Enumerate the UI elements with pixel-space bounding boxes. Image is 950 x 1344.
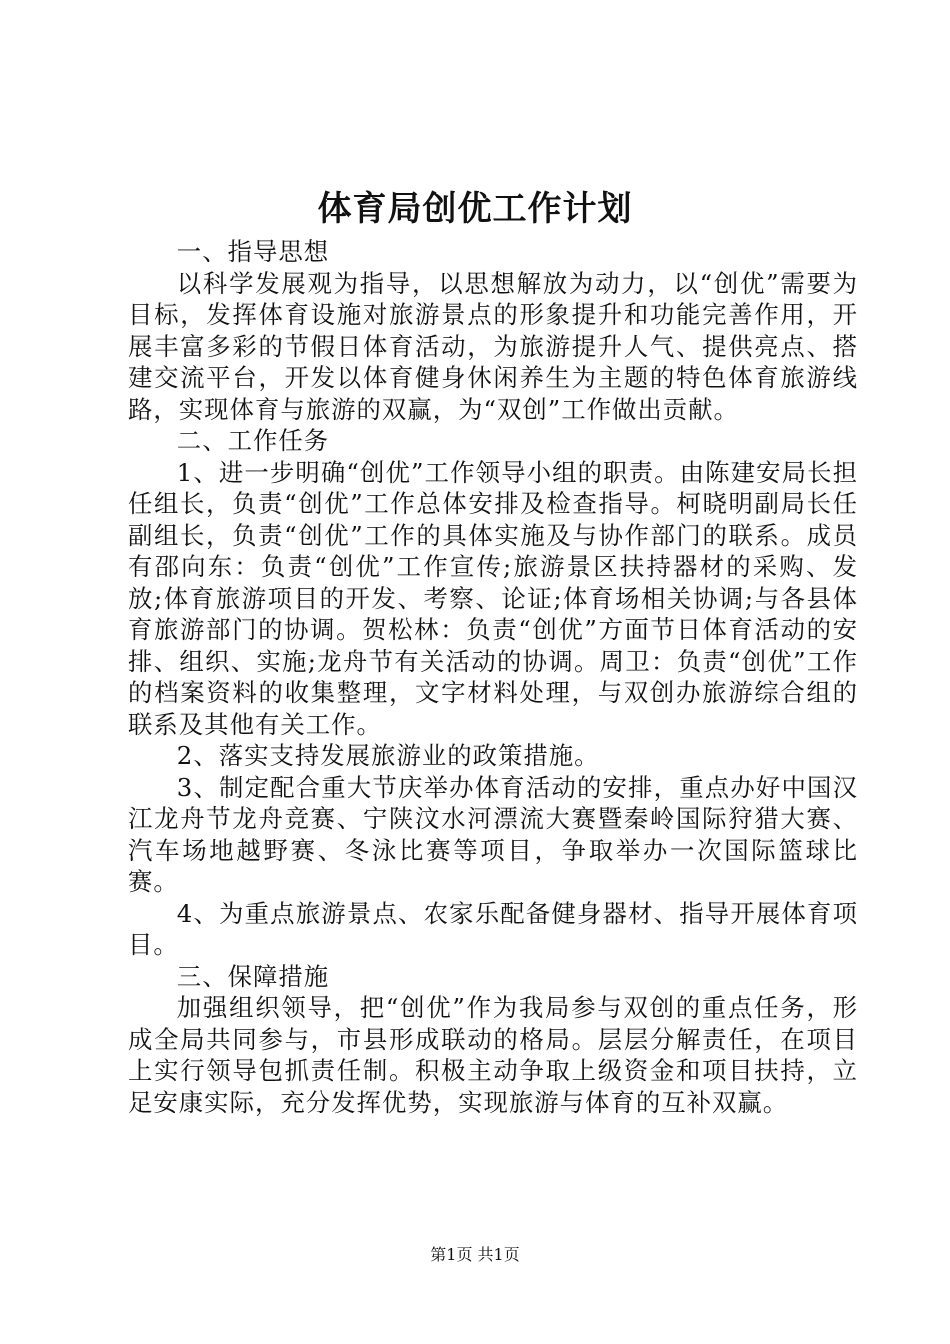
- paragraph-task-4: 4、为重点旅游景点、农家乐配备健身器材、指导开展体育项目。: [128, 898, 858, 959]
- paragraph-task-2: 2、落实支持发展旅游业的政策措施。: [176, 741, 600, 770]
- paragraph-safeguards: 加强组织领导，把“创优”作为我局参与双创的重点任务，形成全局共同参与，市县形成联动的格局。层层分解责任，在项目上实行领导包抓责任制。积极主动争取上级资金和项目扶持，立足安康实际，充分发挥优势，实现旅游与体育的互补双赢。: [128, 993, 858, 1117]
- document-body: [128, 236, 858, 1118]
- paragraph-task-1: 1、进一步明确“创优”工作领导小组的职责。由陈建安局长担任组长，负责“创优”工作总体安排及检查指导。柯晓明副局长任副组长，负责“创优”工作的具体实施及与协作部门的联系。成员有邵向东：负责“创优”工作宣传;旅游景区扶持器材的采购、发放;体育旅游项目的开发、考察、论证;体育场相关协调;与各县体育旅游部门的协调。贺松林：负责“创优”方面节日体育活动的安排、组织、实施;龙舟节有关活动的协调。周卫：负责“创优”工作的档案资料的收集整理，文字材料处理，与双创办旅游综合组的联系及其他有关工作。: [128, 457, 858, 739]
- paragraph-guiding-thought: 以科学发展观为指导，以思想解放为动力，以“创优”需要为目标，发挥体育设施对旅游景点的形象提升和功能完善作用，开展丰富多彩的节假日体育活动，为旅游提升人气、提供亮点、搭建交流平台，开发以体育健身休闲养生为主题的特色体育旅游线路，实现体育与旅游的双赢，为“双创”工作做出贡献。: [128, 268, 858, 424]
- paragraph-task-3: 3、制定配合重大节庆举办体育活动的安排，重点办好中国汉江龙舟节龙舟竞赛、宁陕汶水河漂流大赛暨秦岭国际狩猎大赛、汽车场地越野赛、冬泳比赛等项目，争取举办一次国际篮球比赛。: [128, 772, 858, 896]
- section-heading-guiding-thought: 一、指导思想: [176, 237, 330, 266]
- section-heading-safeguards: 三、保障措施: [176, 961, 330, 991]
- document-title: 体育局创优工作计划: [317, 189, 633, 229]
- section-heading-work-tasks: 二、工作任务: [176, 426, 330, 455]
- page-footer: 第1页 共1页: [430, 1245, 520, 1264]
